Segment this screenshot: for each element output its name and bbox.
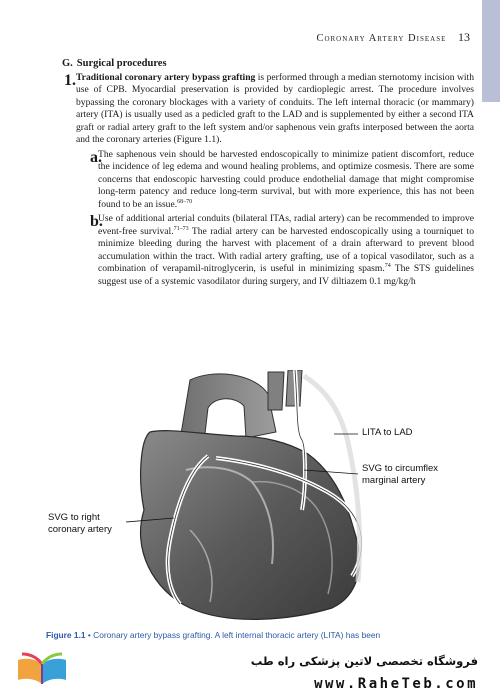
sub-item-a-text: The saphenous vein should be harvested endoscopically to minimize patient discomfort, reduce the incidence of leg edema and wound healing problems, and optimize cosmesis. There are some concerns that endoscopic harvesting could produce endothelial damage that might compromise long-term patency and reduce long-term survival, but with more experience, this has not been found to be an issue. [98,148,474,210]
figure-1-1 [40,370,500,628]
sub-item-a-paragraph [98,149,474,212]
body-text [62,58,474,289]
sub-item-b-text-2: The radial artery can be harvested endoscopically using a tourniquet to minimize bleeding during the harvest with placement of a drain afterward to prevent blood accumulation within the tract. With radial artery grafting, use of a topical vasodilator, such as a combination of verapamil-nitroglycerin, is useful in minimizing spasm. [98,226,474,275]
ref-74: 74 [384,263,391,270]
heart-illustration [40,370,500,628]
sub-item-a-letter: a. [90,148,102,166]
section-title: Surgical procedures [76,58,167,69]
label-svg-circumflex-line-2: marginal artery [362,474,426,486]
label-lita-to-lad: LITA to LAD [362,427,413,438]
side-tab [482,0,500,102]
item-1-heading: Traditional coronary artery bypass grafting [76,72,256,83]
book-logo-icon [16,650,68,692]
caption-text: • Coronary artery bypass grafting. A left internal thoracic artery (LITA) has been [85,630,381,640]
caption-figure-number: Figure 1.1 [46,630,86,640]
page-number: 13 [458,30,470,44]
sub-item-a [76,149,474,212]
sub-item-b-text-1: Use of additional arterial conduits (bilateral ITAs, radial artery) can be recommended to improve event-free survival. [98,213,474,237]
label-svg-circumflex-line-1: SVG to circumflex [362,463,439,474]
banner-url[interactable]: www.RaheTeb.com [314,676,478,692]
label-svg-rca-line-2: coronary artery [48,523,112,535]
sub-item-b [76,213,474,288]
list-item-1 [62,72,474,289]
label-svg-rca-line-1: SVG to right [48,512,100,523]
ref-68-70: 68–70 [177,198,193,205]
section-letter: G. [62,58,73,69]
label-svg-rca [48,512,112,536]
section-heading [62,58,474,69]
sub-item-b-paragraph [98,213,474,288]
running-head [316,30,470,45]
item-1-paragraph [76,72,474,147]
sub-item-b-letter: b. [90,213,103,231]
item-1-text: is performed through a median sternotomy incision with use of CPB. Myocardial preservation is provided by cardioplegic arrest. The procedure involves bypassing the coronary blockages with a variety of conduits. The left internal thoracic (or mammary) artery (ITA) is usually used as a pedicled graft to the LAD and is supplemented by either a second ITA graft or radial artery graft to the left system and/or saphenous vein grafts interposed between the aorta and the coronary arteries (Figure 1.1). [76,72,475,146]
ref-71-73: 71–73 [173,225,189,232]
running-title: Coronary Artery Disease [316,33,447,44]
banner-persian-text: فروشگاه تخصصی لاتین پزشکی راه طب [250,654,478,668]
sub-item-b-text-3: The STS guidelines suggest use of a systemic vasodilator during surgery, and IV diltiazem 0.1 mg/kg/h [98,263,474,288]
item-number: 1. [64,72,76,89]
label-svg-circumflex [362,463,438,487]
figure-caption [46,630,486,640]
watermark-banner [0,642,500,700]
